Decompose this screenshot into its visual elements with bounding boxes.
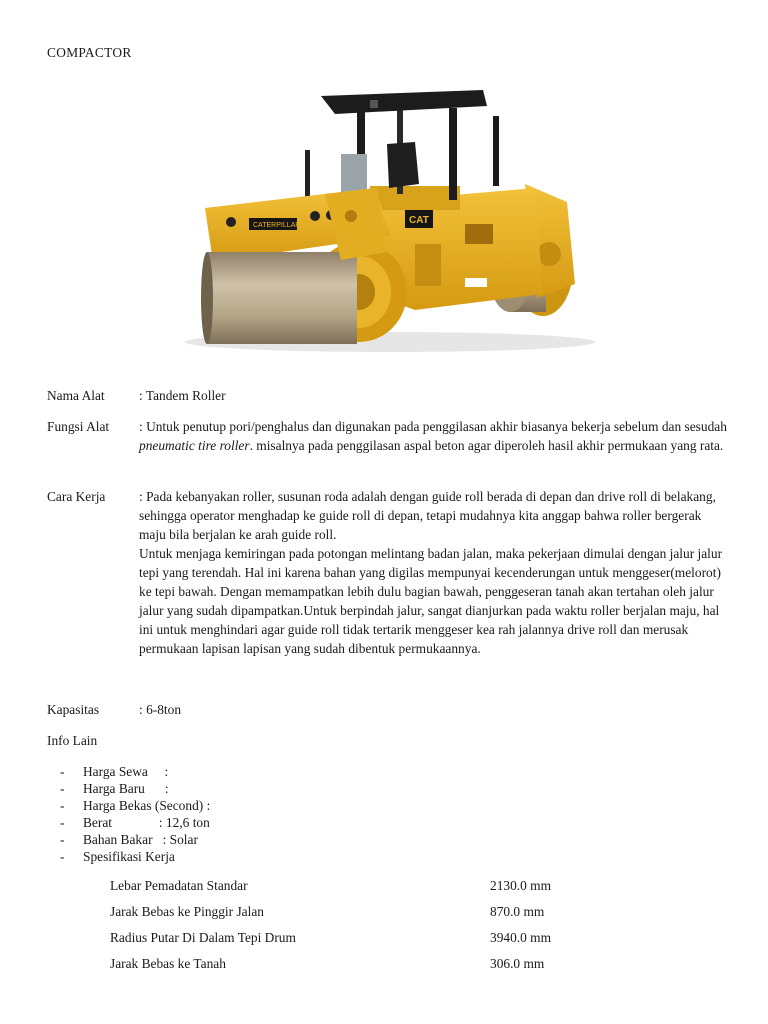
list-item [60, 797, 210, 814]
cara-kerja-value [139, 487, 727, 658]
list-item [60, 780, 210, 797]
dash-bullet: - [60, 798, 65, 813]
spec-name: Lebar Pemadatan Standar [110, 878, 248, 893]
spec-name: Jarak Bebas ke Tanah [110, 956, 226, 971]
list-item [60, 831, 210, 848]
list-item [60, 848, 210, 865]
dash-bullet: - [60, 781, 65, 796]
dash-bullet: - [60, 764, 65, 779]
spec-name: Radius Putar Di Dalam Tepi Drum [110, 930, 296, 945]
table-row [110, 954, 610, 980]
nama-alat-label: Nama Alat [47, 388, 105, 403]
list-item [60, 763, 210, 780]
list-item [60, 814, 210, 831]
list-item-text: Harga Bekas (Second) : [83, 798, 211, 813]
table-row [110, 928, 610, 954]
fungsi-alat-text-post: . misalnya pada penggilasan aspal beton agar diperoleh hasil akhir permukaan yang rata. [249, 438, 724, 453]
cara-kerja-paragraph-2: Untuk menjaga kemiringan pada potongan melintang badan jalan, maka pekerjaan dimulai dengan jalur jalur tepi yang terendah. Hal ini karena bahan yang digilas mempunyai kecenderungan untuk menggeser(melorot) ke tepi bawah. Dengan memampatkan lebih dulu bagian bawah, penggeseran tanah akan tertahan oleh jalur jalur yang sudah dipampatkan.Untuk berpindah jalur, sangat dianjurkan pada waktu roller berjalan maju, hal ini untuk menghindari agar guide roll tidak tertarik menggeser kea rah jalannya drive roll dan merusak permukaan lapisan lapisan yang sudah dibentuk permukaannya. [139, 546, 723, 656]
list-item-text: Bahan Bakar : Solar [83, 832, 198, 847]
table-row [110, 902, 610, 928]
list-item-text: Harga Sewa : [83, 764, 169, 779]
info-lain-heading: Info Lain [47, 733, 98, 748]
info-lain-list [60, 763, 210, 865]
spec-value: 3940.0 mm [490, 930, 552, 945]
field-kapasitas [47, 700, 737, 719]
spec-value: 2130.0 mm [490, 878, 552, 893]
nama-alat-value: : Tandem Roller [139, 388, 226, 403]
list-item-text: Berat : 12,6 ton [83, 815, 210, 830]
dash-bullet: - [60, 849, 65, 864]
document-title: COMPACTOR [47, 45, 132, 60]
table-row [110, 876, 610, 902]
list-item-text: Harga Baru : [83, 781, 169, 796]
field-cara-kerja [47, 487, 737, 658]
field-fungsi-alat [47, 417, 737, 455]
tandem-roller-photo [165, 84, 605, 369]
svg-text:CAT: CAT [409, 215, 429, 226]
dash-bullet: - [60, 815, 65, 830]
fungsi-alat-italic: pneumatic tire roller [139, 438, 250, 453]
cara-kerja-label: Cara Kerja [47, 489, 106, 504]
kapasitas-value: : 6-8ton [139, 702, 182, 717]
dash-bullet: - [60, 832, 65, 847]
kapasitas-label: Kapasitas [47, 702, 100, 717]
fungsi-alat-label: Fungsi Alat [47, 419, 110, 434]
spec-value: 870.0 mm [490, 904, 545, 919]
svg-text:CATERPILLAR: CATERPILLAR [253, 222, 301, 229]
spesifikasi-table [110, 876, 610, 980]
fungsi-alat-value [139, 417, 727, 455]
cara-kerja-paragraph-1: : Pada kebanyakan roller, susunan roda adalah dengan guide roll berada di depan dan drive roll di belakang, sehingga operator menghadap ke guide roll di depan, tetapi mudahnya kita anggap bahwa roller bergerak maju bila berjalan ke arah guide roll. [139, 489, 716, 542]
spec-value: 306.0 mm [490, 956, 545, 971]
fungsi-alat-text-pre: : Untuk penutup pori/penghalus dan digunakan pada penggilasan akhir biasanya bekerja sebelum dan sesudah [139, 419, 727, 434]
field-nama-alat [47, 386, 737, 405]
list-item-text: Spesifikasi Kerja [83, 849, 175, 864]
spec-name: Jarak Bebas ke Pinggir Jalan [110, 904, 264, 919]
